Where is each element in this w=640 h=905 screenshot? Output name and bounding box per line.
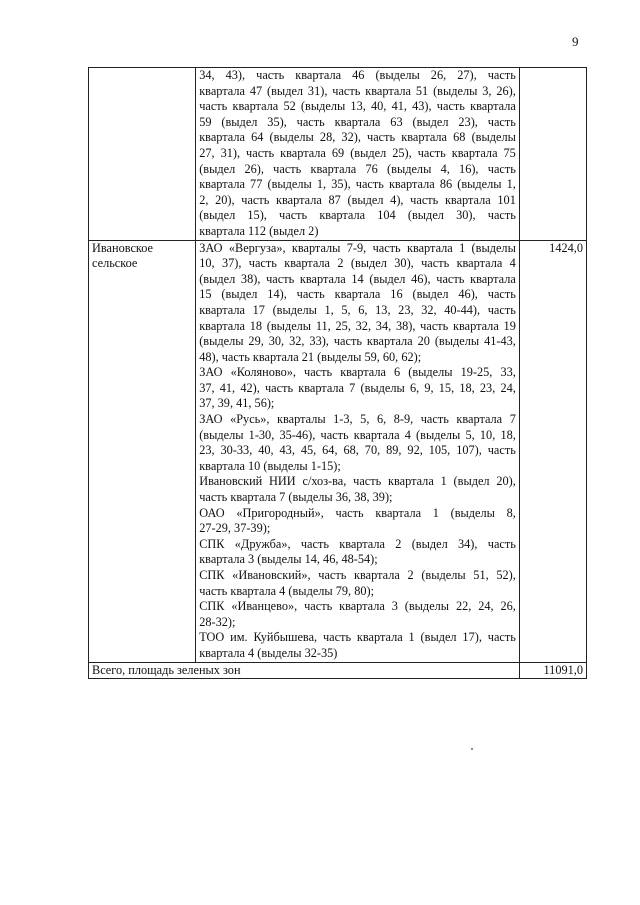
description-line: часть квартала 7 (выделы 36, 38, 39); [199,490,393,505]
description-line: (выделы 1-30, 35-46), часть квартала 4 (выделы 5, 10, 18, [199,427,516,442]
page-number: 9 [572,34,579,49]
description-line: 59 (выдел 35), часть квартала 63 (выдел 23), часть [199,114,516,129]
description-line: 15 (выдел 14), часть квартала 16 (выдел 46), часть [199,287,516,302]
description-line: часть квартала 52 (выделы 13, 40, 41, 43), часть квартала [199,99,516,114]
description-line: ТОО им. Куйбышева, часть квартала 1 (выдел 17), часть [199,630,516,645]
size-cell [519,68,586,241]
total-label: Всего, площадь зеленых зон [89,662,520,679]
description-line: ОАО «Пригородный», часть квартала 1 (выделы 8, [199,505,516,520]
description-line: ЗАО «Коляново», часть квартала 6 (выделы 19-25, 33, [199,365,516,380]
description-line: 27, 31), часть квартала 69 (выдел 25), часть квартала 75 [199,145,516,160]
description-line: квартала 3 (выделы 14, 46, 48-54); [199,552,378,567]
description-line: квартала 64 (выделы 28, 32), часть квартала 68 (выделы [199,130,516,145]
table-row [89,68,587,241]
area-cell: Ивановское сельское [89,240,196,662]
description-line: Ивановский НИИ с/хоз-ва, часть квартала 1 (выдел 20), [199,474,516,489]
description-line: (выдел 38), часть квартала 14 (выдел 46), часть квартала [199,271,516,286]
description-line: квартала 17 (выделы 1, 5, 6, 13, 23, 32, 40-44), часть [199,302,516,317]
description-line: 27-29, 37-39); [199,521,271,536]
description-line: 34, 43), часть квартала 46 (выделы 26, 27), часть [199,68,516,82]
description-line: ЗАО «Русь», кварталы 1-3, 5, 6, 8-9, часть квартала 7 [199,412,516,427]
description-line: 28-32); [199,614,236,629]
scan-speck [471,748,473,750]
description-line: 2, 20), часть квартала 87 (выдел 4), часть квартала 101 [199,192,516,207]
description-line: 10, 37), часть квартала 2 (выдел 30), часть квартала 4 [199,256,516,271]
description-line: часть квартала 4 (выделы 79, 80); [199,583,375,598]
description-cell [196,240,520,662]
description-line: квартала 10 (выделы 1-15); [199,458,341,473]
green-zones-table [88,67,587,679]
description-line: СПК «Ивановский», часть квартала 2 (выделы 51, 52), [199,568,516,582]
total-row [89,662,587,679]
description-line: 37, 39, 41, 56); [199,396,275,411]
description-cell [196,68,520,241]
total-value: 11091,0 [519,662,586,679]
description-line: квартала 4 (выделы 32-35) [199,645,338,660]
description-line: (выдел 15), часть квартала 104 (выдел 30), часть [199,208,516,223]
description-line: квартала 18 (выделы 11, 25, 32, 34, 38), часть квартала 19 [199,318,516,333]
description-line: (выделы 29, 30, 32, 33), часть квартала 20 (выделы 41-43, [199,334,516,349]
description-line: 23, 30-33, 40, 43, 45, 64, 68, 70, 89, 92, 105, 107), часть [199,443,516,458]
description-line: ЗАО «Вергуза», кварталы 7-9, часть квартала 1 (выделы [199,240,516,255]
description-line: (выдел 26), часть квартала 76 (выделы 4, 16), часть [199,161,516,176]
table-row [89,240,587,662]
description-line: квартала 47 (выдел 31), часть квартала 51 (выделы 3, 26), [199,83,516,98]
description-line: 48), часть квартала 21 (выделы 59, 60, 62); [199,349,422,364]
description-line: квартала 112 (выдел 2) [199,223,319,238]
size-cell: 1424,0 [519,240,586,662]
description-line: СПК «Иванцево», часть квартала 3 (выделы 22, 24, 26, [199,599,516,614]
description-line: квартала 77 (выделы 1, 35), часть квартала 86 (выделы 1, [199,177,516,192]
description-line: СПК «Дружба», часть квартала 2 (выдел 34), часть [199,536,516,551]
description-line: 37, 41, 42), часть квартала 7 (выделы 6, 9, 15, 18, 23, 24, [199,380,516,395]
area-cell [89,68,196,241]
